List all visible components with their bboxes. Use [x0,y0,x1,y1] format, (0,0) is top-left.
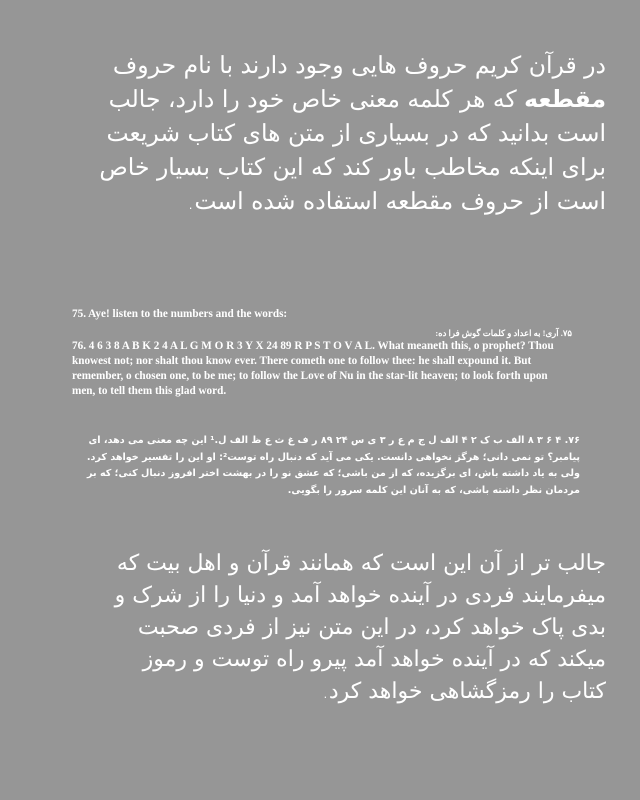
intro-paragraph [84,48,606,218]
intro-bold-word: مقطعه [524,85,606,113]
verse-75-heading: 75. Aye! listen to the numbers and the words: [72,308,288,320]
verse-75-persian-heading: ۷۵. آری! به اعداد و کلمات گوش فرا ده: [435,328,572,338]
conclusion-paragraph: جالب تر از آن این است که همانند قرآن و اهل بیت که میفرمایند فردی در آینده خواهد آمد و دنیا را از شرک و بدی پاک خواهد کرد، در این متن نیز از فردی صحبت میکند که در آینده خواهد آمد پیرو راه توست و رموز کتاب را رمزگشاهی خواهد کرد. [114,551,606,704]
intro-text-end: که هر کلمه معنی خاص خود را دارد، جالب است بدانید که در بسیاری از متن های کتاب شریعت برای اینکه مخاطب باور کند که این کتاب بسیار خاص است از حروف مقطعه استفاده شده است. [99,85,606,215]
intro-text-start: در قرآن کریم حروف هایی وجود دارند با نام حروف [112,51,606,79]
verse-excerpt-english [72,307,572,399]
verse-76-persian-text: ۷۶. ۴ ۶ ۳ ۸ الف ب ک ۲ ۴ الف ل ج م ع ر ۳ ی س ۲۴ ۸۹ ر ف غ ث ع ظ الف ل.¹ این چه معنی می دهد، ای پیامبر؟ تو نمی دانی؛ هرگز نخواهی دانست. یکی می آید که دنبال راه توست²: او این را تفسیر خواهد کرد. ولی به یاد داشته باش، ای برگزیده، که از من باشی؛ که عشق نو را در بهشت اختر افروز دنبال کنی؛ که بر مردمان نظر داشته باشی، که به آنان این کلمه سرور را بگویی. [86,435,580,496]
verse-76-english-text: 76. 4 6 3 8 A B K 2 4 A L G M O R 3 Y X 24 89 R P S T O V A L. What meaneth this, o prophet? Thou knowest not; nor shalt thou know ever. There cometh one to follow thee: he shall expound it. But remember, o chosen one, to be me; to follow the Love of Nu in the star-lit heaven; to look forth upon men, to tell them this glad word. [72,340,554,397]
